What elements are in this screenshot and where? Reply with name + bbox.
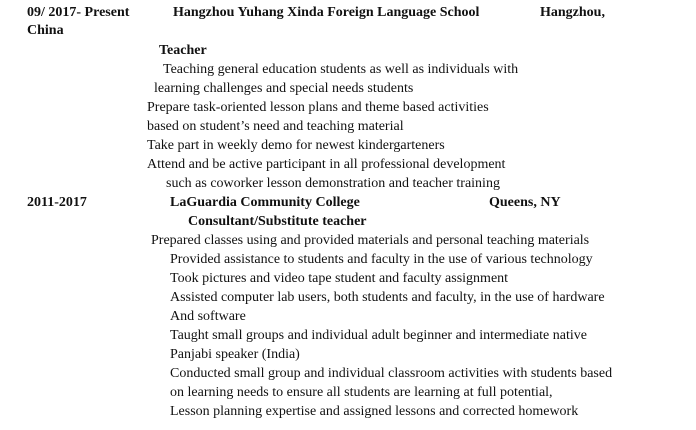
entry-1-line: Take part in weekly demo for newest kindergarteners: [147, 138, 445, 153]
entry-2-line: Lesson planning expertise and assigned lessons and corrected homework: [170, 404, 579, 419]
entry-2-line: Taught small groups and individual adult beginner and intermediate native: [170, 328, 587, 343]
entry-2-line: And software: [170, 309, 246, 324]
entry-2-role: Consultant/Substitute teacher: [188, 214, 367, 229]
entry-1-line: Teaching general education students as well as individuals with: [163, 62, 519, 77]
entry-1-location: Hangzhou,: [540, 5, 605, 20]
entry-2-line: on learning needs to ensure all students are learning at full potential,: [170, 385, 553, 400]
entry-2-line: Provided assistance to students and faculty in the use of various technology: [170, 252, 593, 267]
entry-1-line: Prepare task-oriented lesson plans and theme based activities: [147, 100, 489, 115]
entry-2-location: Queens, NY: [489, 195, 561, 210]
entry-2-line: Prepared classes using and provided materials and personal teaching materials: [151, 233, 590, 248]
entry-2-line: Took pictures and video tape student and faculty assignment: [170, 271, 509, 286]
entry-1-line: Attend and be active participant in all professional development: [147, 157, 506, 172]
entry-1-role: Teacher: [159, 43, 207, 58]
entry-2-institution: LaGuardia Community College: [170, 195, 360, 210]
entry-1-line: such as coworker lesson demonstration and teacher training: [166, 176, 500, 191]
entry-2-line: Conducted small group and individual classroom activities with students based: [170, 366, 613, 381]
entry-2-date: 2011-2017: [27, 195, 87, 210]
entry-1-institution: Hangzhou Yuhang Xinda Foreign Language School: [173, 5, 480, 20]
entry-2-line: Panjabi speaker (India): [170, 347, 300, 362]
entry-1-date: 09/ 2017- Present: [27, 5, 130, 20]
entry-1-line: learning challenges and special needs students: [154, 81, 414, 96]
entry-1-location-country: China: [27, 23, 64, 38]
entry-2-line: Assisted computer lab users, both students and faculty, in the use of hardware: [170, 290, 605, 305]
entry-1-line: based on student’s need and teaching material: [147, 119, 404, 134]
